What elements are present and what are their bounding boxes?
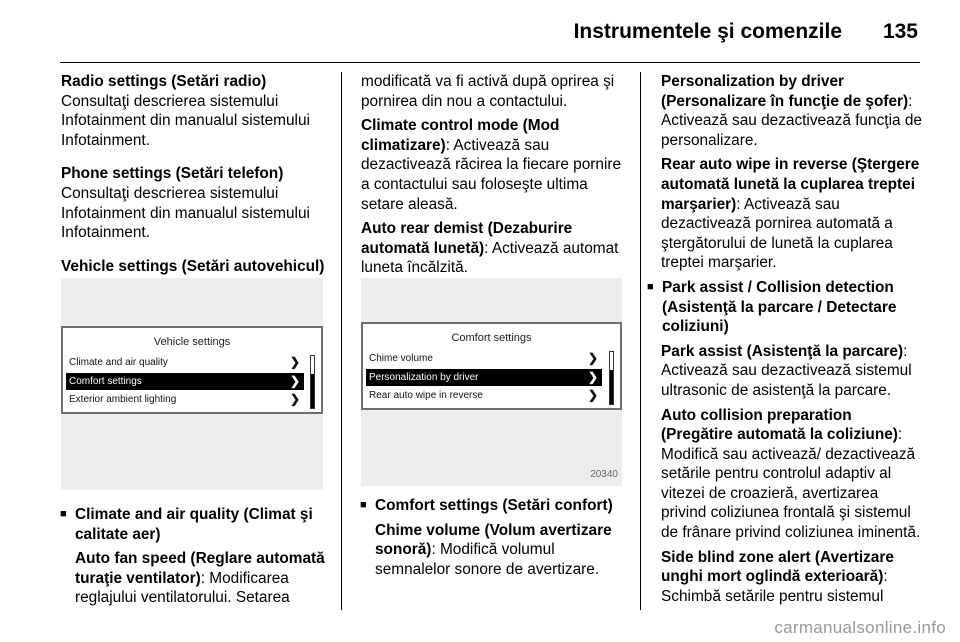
page-number: 135 — [882, 20, 918, 43]
screen-title: Comfort settings — [451, 332, 532, 344]
demist-paragraph: Auto rear demist (Dezaburire automată lunetă): Activează automat luneta încălzită. — [361, 220, 619, 277]
comfort-settings-screen — [361, 322, 622, 410]
chevron-right-icon: ❯ — [289, 392, 300, 406]
radio-title: Radio settings (Setări radio) — [61, 73, 267, 90]
pers-paragraph: Personalization by driver (Personalizare în funcţie de şofer): Activează sau dezactivează funcţia de personalizare. — [661, 73, 922, 149]
column-2 — [361, 72, 623, 283]
header-rule — [60, 62, 920, 63]
wipe-paragraph: Rear auto wipe in reverse (Ştergere automată lunetă la cuplarea treptei marşarier): Activează sau dezactivează pornirea automată a ştergătorului de lunetă la cuplarea treptei marşarier. — [661, 156, 920, 272]
comfort-settings-image — [361, 278, 622, 486]
chevron-right-icon: ❯ — [587, 351, 598, 365]
phone-title: Phone settings (Setări telefon) — [61, 165, 284, 183]
menu-item-rear-wipe: Rear auto wipe in reverse ❯ — [369, 388, 598, 402]
page-title: Instrumentele şi comenzile — [573, 20, 842, 43]
chevron-right-icon: ❯ — [289, 355, 300, 369]
vehicle-settings-image — [61, 278, 323, 490]
scrollbar-thumb — [311, 374, 314, 408]
collision-paragraph: Auto collision preparation (Pregătire automată la coliziune): Modifică sau activează/ dezactivează setările pentru controlul adaptiv al vitezei de croazieră, avertizarea privind coliziunea frontală şi sistemul de frânare privind coliziunea iminentă. — [661, 406, 921, 542]
watermark: carmanualsonline.info — [774, 618, 946, 637]
menu-item-comfort: Comfort settings ❯ — [66, 373, 304, 390]
menu-item-personalization: Personalization by driver ❯ — [366, 369, 602, 386]
column-3 — [661, 72, 923, 611]
column-2-lower — [361, 496, 623, 579]
scrollbar — [609, 351, 614, 405]
chevron-right-icon: ❯ — [289, 374, 300, 388]
fan-paragraph: Auto fan speed (Reglare automată turaţie ventilator): Modificarea reglajului ventilatorului. Setarea — [75, 550, 325, 607]
scrollbar-thumb — [610, 370, 613, 404]
climate-bullet: ■ Climate and air quality (Climat şi calitate aer) — [61, 505, 327, 544]
chime-paragraph: Chime volume (Volum avertizare sonoră): Modifică volumul semnalelor sonore de avertizare. — [375, 521, 612, 578]
phone-text: Consultaţi descrierea sistemului Infotainment din manualul sistemului Infotainment. — [61, 184, 310, 242]
park-bullet: ■ Park assist / Collision detection (Asistenţă la parcare / Detectare coliziuni) — [648, 278, 923, 337]
menu-item-climate: Climate and air quality ❯ — [69, 355, 300, 369]
blind-paragraph: Side blind zone alert (Avertizare unghi mort oglindă exterioară): Schimbă setările pentru sistemul — [661, 548, 894, 605]
vehicle-title: Vehicle settings (Setări autovehicul) — [61, 257, 325, 275]
column-1 — [61, 72, 327, 281]
park-paragraph: Park assist (Asistenţă la parcare): Activează sau dezactivează sistemul ultrasonic de asistenţă la parcare. — [661, 342, 912, 399]
radio-text: Consultaţi descrierea sistemului Infotainment din manualul sistemului Infotainment. — [61, 92, 310, 149]
scrollbar — [310, 355, 315, 409]
cont-text: modificată va fi activă după oprirea şi pornirea din nou a contactului. — [361, 73, 615, 110]
column-divider-1 — [341, 72, 342, 610]
page-header — [60, 14, 920, 50]
vehicle-settings-screen — [61, 326, 323, 414]
image-code: 20340 — [590, 469, 618, 480]
mode-paragraph: Climate control mode (Mod climatizare): Activează sau dezactivează răcirea la fiecare pornire a contactului sau foloseşte ultima setare aleasă. — [361, 117, 622, 213]
chevron-right-icon: ❯ — [587, 388, 598, 402]
column-1-lower — [61, 505, 327, 608]
menu-item-exterior: Exterior ambient lighting ❯ — [69, 392, 300, 406]
column-divider-2 — [640, 72, 641, 610]
menu-item-chime: Chime volume ❯ — [369, 351, 598, 365]
comfort-bullet: ■ Comfort settings (Setări confort) — [361, 496, 623, 516]
screen-title: Vehicle settings — [153, 336, 231, 348]
chevron-right-icon: ❯ — [587, 370, 598, 384]
